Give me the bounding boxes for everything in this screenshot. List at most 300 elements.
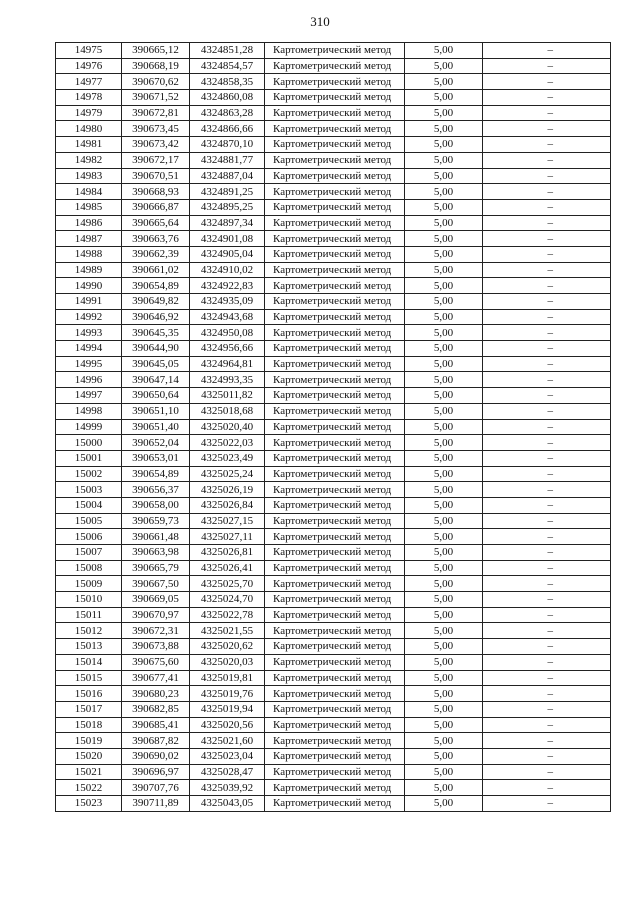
point-number-cell: 15016 [56, 686, 122, 702]
coordinate-x-cell: 390673,42 [122, 137, 190, 153]
coordinate-y-cell: 4325021,60 [190, 733, 265, 749]
coordinate-y-cell: 4325026,84 [190, 497, 265, 513]
accuracy-cell: 5,00 [405, 419, 483, 435]
accuracy-cell: 5,00 [405, 607, 483, 623]
point-number-cell: 14987 [56, 231, 122, 247]
method-cell: Картометрический метод [265, 356, 405, 372]
method-cell: Картометрический метод [265, 105, 405, 121]
coordinate-y-cell: 4325021,55 [190, 623, 265, 639]
method-cell: Картометрический метод [265, 372, 405, 388]
method-cell: Картометрический метод [265, 497, 405, 513]
point-number-cell: 14994 [56, 341, 122, 357]
page-number: 310 [310, 14, 330, 29]
coordinate-y-cell: 4325020,62 [190, 639, 265, 655]
coordinate-x-cell: 390666,87 [122, 199, 190, 215]
point-number-cell: 14999 [56, 419, 122, 435]
table-row [56, 482, 611, 498]
accuracy-cell: 5,00 [405, 701, 483, 717]
coordinate-y-cell: 4324858,35 [190, 74, 265, 90]
note-cell: – [483, 137, 611, 153]
coordinate-x-cell: 390649,82 [122, 294, 190, 310]
note-cell: – [483, 701, 611, 717]
accuracy-cell: 5,00 [405, 137, 483, 153]
table-row [56, 670, 611, 686]
coordinate-x-cell: 390661,02 [122, 262, 190, 278]
point-number-cell: 14989 [56, 262, 122, 278]
accuracy-cell: 5,00 [405, 278, 483, 294]
accuracy-cell: 5,00 [405, 670, 483, 686]
method-cell: Картометрический метод [265, 325, 405, 341]
point-number-cell: 15018 [56, 717, 122, 733]
coordinate-x-cell: 390672,31 [122, 623, 190, 639]
coordinate-x-cell: 390663,76 [122, 231, 190, 247]
table-row [56, 545, 611, 561]
point-number-cell: 14988 [56, 246, 122, 262]
table-row [56, 686, 611, 702]
table-row [56, 341, 611, 357]
table-row [56, 576, 611, 592]
coordinate-x-cell: 390677,41 [122, 670, 190, 686]
coordinate-x-cell: 390662,39 [122, 246, 190, 262]
note-cell: – [483, 748, 611, 764]
note-cell: – [483, 435, 611, 451]
accuracy-cell: 5,00 [405, 623, 483, 639]
note-cell: – [483, 168, 611, 184]
method-cell: Картометрический метод [265, 513, 405, 529]
method-cell: Картометрический метод [265, 262, 405, 278]
point-number-cell: 15019 [56, 733, 122, 749]
coordinate-x-cell: 390650,64 [122, 388, 190, 404]
method-cell: Картометрический метод [265, 419, 405, 435]
point-number-cell: 15023 [56, 796, 122, 812]
method-cell: Картометрический метод [265, 278, 405, 294]
note-cell: – [483, 90, 611, 106]
method-cell: Картометрический метод [265, 545, 405, 561]
method-cell: Картометрический метод [265, 90, 405, 106]
method-cell: Картометрический метод [265, 733, 405, 749]
method-cell: Картометрический метод [265, 58, 405, 74]
coordinate-y-cell: 4324866,66 [190, 121, 265, 137]
method-cell: Картометрический метод [265, 152, 405, 168]
coordinate-x-cell: 390651,10 [122, 403, 190, 419]
method-cell: Картометрический метод [265, 623, 405, 639]
coordinate-x-cell: 390661,48 [122, 529, 190, 545]
point-number-cell: 14978 [56, 90, 122, 106]
accuracy-cell: 5,00 [405, 294, 483, 310]
method-cell: Картометрический метод [265, 341, 405, 357]
accuracy-cell: 5,00 [405, 654, 483, 670]
note-cell: – [483, 497, 611, 513]
coordinate-y-cell: 4324860,08 [190, 90, 265, 106]
table-row [56, 262, 611, 278]
point-number-cell: 15001 [56, 450, 122, 466]
accuracy-cell: 5,00 [405, 513, 483, 529]
coordinate-x-cell: 390645,35 [122, 325, 190, 341]
coordinate-x-cell: 390673,88 [122, 639, 190, 655]
note-cell: – [483, 105, 611, 121]
coordinate-x-cell: 390665,12 [122, 43, 190, 59]
method-cell: Картометрический метод [265, 403, 405, 419]
point-number-cell: 14995 [56, 356, 122, 372]
method-cell: Картометрический метод [265, 529, 405, 545]
note-cell: – [483, 231, 611, 247]
note-cell: – [483, 356, 611, 372]
coordinate-y-cell: 4324943,68 [190, 309, 265, 325]
accuracy-cell: 5,00 [405, 748, 483, 764]
table-row [56, 152, 611, 168]
point-number-cell: 15003 [56, 482, 122, 498]
table-row [56, 137, 611, 153]
point-number-cell: 14982 [56, 152, 122, 168]
coordinate-x-cell: 390654,89 [122, 466, 190, 482]
coordinate-y-cell: 4324897,34 [190, 215, 265, 231]
accuracy-cell: 5,00 [405, 780, 483, 796]
coordinate-y-cell: 4325022,03 [190, 435, 265, 451]
point-number-cell: 15011 [56, 607, 122, 623]
coordinate-y-cell: 4324964,81 [190, 356, 265, 372]
note-cell: – [483, 764, 611, 780]
coordinate-x-cell: 390680,23 [122, 686, 190, 702]
table-row [56, 701, 611, 717]
point-number-cell: 15008 [56, 560, 122, 576]
accuracy-cell: 5,00 [405, 560, 483, 576]
accuracy-cell: 5,00 [405, 482, 483, 498]
coordinate-x-cell: 390663,98 [122, 545, 190, 561]
coordinate-y-cell: 4324863,28 [190, 105, 265, 121]
note-cell: – [483, 607, 611, 623]
accuracy-cell: 5,00 [405, 152, 483, 168]
point-number-cell: 15014 [56, 654, 122, 670]
accuracy-cell: 5,00 [405, 325, 483, 341]
note-cell: – [483, 372, 611, 388]
table-row [56, 90, 611, 106]
note-cell: – [483, 152, 611, 168]
accuracy-cell: 5,00 [405, 199, 483, 215]
point-number-cell: 15012 [56, 623, 122, 639]
coordinate-x-cell: 390711,89 [122, 796, 190, 812]
point-number-cell: 15009 [56, 576, 122, 592]
note-cell: – [483, 294, 611, 310]
coordinate-x-cell: 390673,45 [122, 121, 190, 137]
method-cell: Картометрический метод [265, 246, 405, 262]
note-cell: – [483, 482, 611, 498]
coordinate-y-cell: 4324956,66 [190, 341, 265, 357]
note-cell: – [483, 733, 611, 749]
method-cell: Картометрический метод [265, 796, 405, 812]
coordinate-x-cell: 390670,62 [122, 74, 190, 90]
coordinate-y-cell: 4325023,49 [190, 450, 265, 466]
coordinate-y-cell: 4324910,02 [190, 262, 265, 278]
note-cell: – [483, 43, 611, 59]
coordinate-x-cell: 390653,01 [122, 450, 190, 466]
table-row [56, 419, 611, 435]
note-cell: – [483, 419, 611, 435]
method-cell: Картометрический метод [265, 137, 405, 153]
method-cell: Картометрический метод [265, 294, 405, 310]
table-row [56, 199, 611, 215]
table-row [56, 74, 611, 90]
coordinate-y-cell: 4324905,04 [190, 246, 265, 262]
note-cell: – [483, 246, 611, 262]
method-cell: Картометрический метод [265, 686, 405, 702]
point-number-cell: 15010 [56, 592, 122, 608]
table-row [56, 450, 611, 466]
table-row [56, 733, 611, 749]
note-cell: – [483, 450, 611, 466]
coordinates-table [55, 42, 611, 812]
accuracy-cell: 5,00 [405, 105, 483, 121]
table-row [56, 497, 611, 513]
accuracy-cell: 5,00 [405, 764, 483, 780]
coordinate-x-cell: 390647,14 [122, 372, 190, 388]
note-cell: – [483, 670, 611, 686]
table-row [56, 121, 611, 137]
coordinate-x-cell: 390645,05 [122, 356, 190, 372]
coordinate-y-cell: 4325024,70 [190, 592, 265, 608]
coordinate-y-cell: 4325019,76 [190, 686, 265, 702]
table-row [56, 309, 611, 325]
point-number-cell: 15017 [56, 701, 122, 717]
method-cell: Картометрический метод [265, 592, 405, 608]
method-cell: Картометрический метод [265, 639, 405, 655]
point-number-cell: 15005 [56, 513, 122, 529]
method-cell: Картометрический метод [265, 466, 405, 482]
coordinate-x-cell: 390682,85 [122, 701, 190, 717]
note-cell: – [483, 341, 611, 357]
note-cell: – [483, 780, 611, 796]
coordinate-x-cell: 390675,60 [122, 654, 190, 670]
coordinate-x-cell: 390667,50 [122, 576, 190, 592]
method-cell: Картометрический метод [265, 717, 405, 733]
point-number-cell: 15004 [56, 497, 122, 513]
point-number-cell: 15020 [56, 748, 122, 764]
accuracy-cell: 5,00 [405, 356, 483, 372]
coordinate-x-cell: 390707,76 [122, 780, 190, 796]
coordinate-y-cell: 4325018,68 [190, 403, 265, 419]
coordinate-y-cell: 4324870,10 [190, 137, 265, 153]
table-row [56, 560, 611, 576]
coordinate-y-cell: 4324887,04 [190, 168, 265, 184]
coordinate-y-cell: 4324851,28 [190, 43, 265, 59]
accuracy-cell: 5,00 [405, 796, 483, 812]
table-row [56, 592, 611, 608]
coordinate-y-cell: 4324901,08 [190, 231, 265, 247]
point-number-cell: 14993 [56, 325, 122, 341]
coordinate-x-cell: 390696,97 [122, 764, 190, 780]
point-number-cell: 14975 [56, 43, 122, 59]
coordinate-y-cell: 4325023,04 [190, 748, 265, 764]
method-cell: Картометрический метод [265, 168, 405, 184]
coordinate-x-cell: 390672,81 [122, 105, 190, 121]
method-cell: Картометрический метод [265, 748, 405, 764]
table-row [56, 215, 611, 231]
method-cell: Картометрический метод [265, 560, 405, 576]
point-number-cell: 14985 [56, 199, 122, 215]
note-cell: – [483, 309, 611, 325]
note-cell: – [483, 388, 611, 404]
coordinate-y-cell: 4324854,57 [190, 58, 265, 74]
table-row [56, 372, 611, 388]
coordinate-x-cell: 390656,37 [122, 482, 190, 498]
note-cell: – [483, 513, 611, 529]
coordinate-y-cell: 4325022,78 [190, 607, 265, 623]
coordinate-y-cell: 4325020,56 [190, 717, 265, 733]
point-number-cell: 15000 [56, 435, 122, 451]
table-row [56, 168, 611, 184]
accuracy-cell: 5,00 [405, 215, 483, 231]
note-cell: – [483, 545, 611, 561]
note-cell: – [483, 403, 611, 419]
accuracy-cell: 5,00 [405, 450, 483, 466]
point-number-cell: 14996 [56, 372, 122, 388]
coordinate-y-cell: 4325026,41 [190, 560, 265, 576]
point-number-cell: 14998 [56, 403, 122, 419]
method-cell: Картометрический метод [265, 576, 405, 592]
note-cell: – [483, 686, 611, 702]
note-cell: – [483, 121, 611, 137]
method-cell: Картометрический метод [265, 215, 405, 231]
method-cell: Картометрический метод [265, 607, 405, 623]
coordinate-x-cell: 390658,00 [122, 497, 190, 513]
point-number-cell: 14977 [56, 74, 122, 90]
coordinate-y-cell: 4324891,25 [190, 184, 265, 200]
point-number-cell: 14983 [56, 168, 122, 184]
coordinate-x-cell: 390670,51 [122, 168, 190, 184]
table-row [56, 435, 611, 451]
accuracy-cell: 5,00 [405, 576, 483, 592]
accuracy-cell: 5,00 [405, 262, 483, 278]
coordinate-x-cell: 390659,73 [122, 513, 190, 529]
point-number-cell: 14986 [56, 215, 122, 231]
method-cell: Картометрический метод [265, 654, 405, 670]
table-row [56, 105, 611, 121]
coordinate-y-cell: 4324881,77 [190, 152, 265, 168]
table-row [56, 388, 611, 404]
accuracy-cell: 5,00 [405, 74, 483, 90]
note-cell: – [483, 74, 611, 90]
table-row [56, 325, 611, 341]
point-number-cell: 14997 [56, 388, 122, 404]
point-number-cell: 14980 [56, 121, 122, 137]
note-cell: – [483, 639, 611, 655]
accuracy-cell: 5,00 [405, 341, 483, 357]
coordinate-x-cell: 390644,90 [122, 341, 190, 357]
accuracy-cell: 5,00 [405, 388, 483, 404]
accuracy-cell: 5,00 [405, 309, 483, 325]
coordinate-x-cell: 390671,52 [122, 90, 190, 106]
point-number-cell: 15007 [56, 545, 122, 561]
note-cell: – [483, 466, 611, 482]
point-number-cell: 15002 [56, 466, 122, 482]
coordinate-y-cell: 4325028,47 [190, 764, 265, 780]
note-cell: – [483, 623, 611, 639]
accuracy-cell: 5,00 [405, 466, 483, 482]
coordinate-x-cell: 390668,19 [122, 58, 190, 74]
accuracy-cell: 5,00 [405, 639, 483, 655]
table-row [56, 231, 611, 247]
table-row [56, 764, 611, 780]
note-cell: – [483, 717, 611, 733]
note-cell: – [483, 184, 611, 200]
point-number-cell: 15013 [56, 639, 122, 655]
coordinate-y-cell: 4325020,40 [190, 419, 265, 435]
coordinate-x-cell: 390665,64 [122, 215, 190, 231]
coordinate-x-cell: 390652,04 [122, 435, 190, 451]
accuracy-cell: 5,00 [405, 733, 483, 749]
accuracy-cell: 5,00 [405, 121, 483, 137]
table-row [56, 654, 611, 670]
accuracy-cell: 5,00 [405, 184, 483, 200]
method-cell: Картометрический метод [265, 780, 405, 796]
note-cell: – [483, 262, 611, 278]
point-number-cell: 14979 [56, 105, 122, 121]
point-number-cell: 15015 [56, 670, 122, 686]
method-cell: Картометрический метод [265, 74, 405, 90]
coordinate-x-cell: 390690,02 [122, 748, 190, 764]
accuracy-cell: 5,00 [405, 497, 483, 513]
coordinate-y-cell: 4325026,19 [190, 482, 265, 498]
point-number-cell: 15006 [56, 529, 122, 545]
accuracy-cell: 5,00 [405, 58, 483, 74]
note-cell: – [483, 654, 611, 670]
method-cell: Картометрический метод [265, 121, 405, 137]
point-number-cell: 15021 [56, 764, 122, 780]
table-row [56, 717, 611, 733]
note-cell: – [483, 592, 611, 608]
coordinate-x-cell: 390651,40 [122, 419, 190, 435]
note-cell: – [483, 576, 611, 592]
accuracy-cell: 5,00 [405, 90, 483, 106]
coordinate-y-cell: 4325026,81 [190, 545, 265, 561]
coordinate-y-cell: 4325011,82 [190, 388, 265, 404]
method-cell: Картометрический метод [265, 701, 405, 717]
accuracy-cell: 5,00 [405, 545, 483, 561]
note-cell: – [483, 278, 611, 294]
method-cell: Картометрический метод [265, 435, 405, 451]
method-cell: Картометрический метод [265, 199, 405, 215]
table-row [56, 748, 611, 764]
coordinate-y-cell: 4324935,09 [190, 294, 265, 310]
table-row [56, 780, 611, 796]
coordinate-x-cell: 390668,93 [122, 184, 190, 200]
method-cell: Картометрический метод [265, 450, 405, 466]
coordinate-y-cell: 4325039,92 [190, 780, 265, 796]
point-number-cell: 14976 [56, 58, 122, 74]
accuracy-cell: 5,00 [405, 372, 483, 388]
note-cell: – [483, 325, 611, 341]
note-cell: – [483, 58, 611, 74]
method-cell: Картометрический метод [265, 482, 405, 498]
table-row [56, 294, 611, 310]
accuracy-cell: 5,00 [405, 592, 483, 608]
accuracy-cell: 5,00 [405, 231, 483, 247]
note-cell: – [483, 796, 611, 812]
point-number-cell: 14992 [56, 309, 122, 325]
note-cell: – [483, 199, 611, 215]
table-row [56, 796, 611, 812]
coordinate-y-cell: 4324922,83 [190, 278, 265, 294]
coordinates-table-body [56, 43, 611, 812]
coordinate-y-cell: 4324950,08 [190, 325, 265, 341]
point-number-cell: 14981 [56, 137, 122, 153]
point-number-cell: 14984 [56, 184, 122, 200]
accuracy-cell: 5,00 [405, 529, 483, 545]
table-row [56, 607, 611, 623]
coordinate-y-cell: 4325027,11 [190, 529, 265, 545]
table-row [56, 466, 611, 482]
accuracy-cell: 5,00 [405, 435, 483, 451]
table-row [56, 278, 611, 294]
